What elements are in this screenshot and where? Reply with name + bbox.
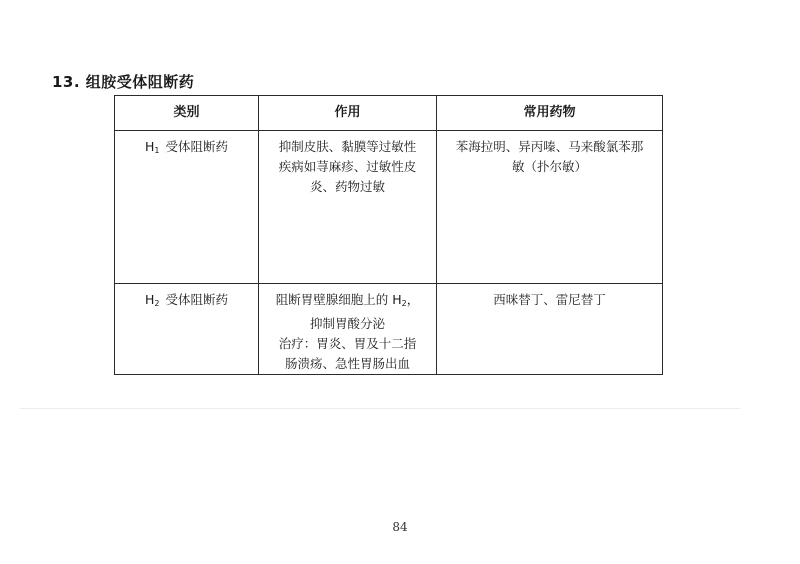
action-cell <box>259 284 437 375</box>
action-line: 治疗：胃炎、胃及十二指 <box>278 336 417 351</box>
page-number: 84 <box>392 520 408 534</box>
receptor-subscript: 2 <box>401 299 407 308</box>
receptor-subscript: 1 <box>154 146 160 155</box>
receptor-subscript: 2 <box>154 299 160 308</box>
action-line: 抑制胃酸分泌 <box>309 316 385 331</box>
drugs-cell <box>437 284 663 375</box>
action-cell <box>259 131 437 284</box>
action-line: 阻断胃壁腺细胞上的 $H_2$， <box>275 292 420 308</box>
scan-divider <box>20 408 740 409</box>
table-row-h1-blocker <box>115 131 663 284</box>
category-text: 受体阻断药 <box>165 139 228 154</box>
action-line: 肠溃疡、急性胃肠出血 <box>284 356 410 371</box>
table-row-h2-blocker <box>115 284 663 375</box>
header-common-drugs: 常用药物 <box>437 96 663 131</box>
header-action: 作用 <box>259 96 437 131</box>
receptor-label: $H_2$ <box>144 292 160 308</box>
category-cell <box>115 284 259 375</box>
category-cell <box>115 131 259 284</box>
page-title: 13. 组胺受体阻断药 <box>52 73 195 91</box>
action-line: 抑制皮肤、黏膜等过敏性 <box>278 139 417 154</box>
action-line: 疾病如荨麻疹、过敏性皮 <box>278 159 417 174</box>
receptor-label: $H_1$ <box>144 139 160 155</box>
drug-table <box>114 95 663 375</box>
drugs-line: 西咪替丁、雷尼替丁 <box>493 292 606 307</box>
category-text: 受体阻断药 <box>165 292 228 307</box>
drugs-line: 敏（扑尔敏） <box>511 159 587 174</box>
drugs-cell <box>437 131 663 284</box>
action-line: 炎、药物过敏 <box>309 179 385 194</box>
table-header-row <box>115 96 663 131</box>
header-category: 类别 <box>115 96 259 131</box>
drugs-line: 苯海拉明、异丙嗪、马来酸氯苯那 <box>455 139 644 154</box>
